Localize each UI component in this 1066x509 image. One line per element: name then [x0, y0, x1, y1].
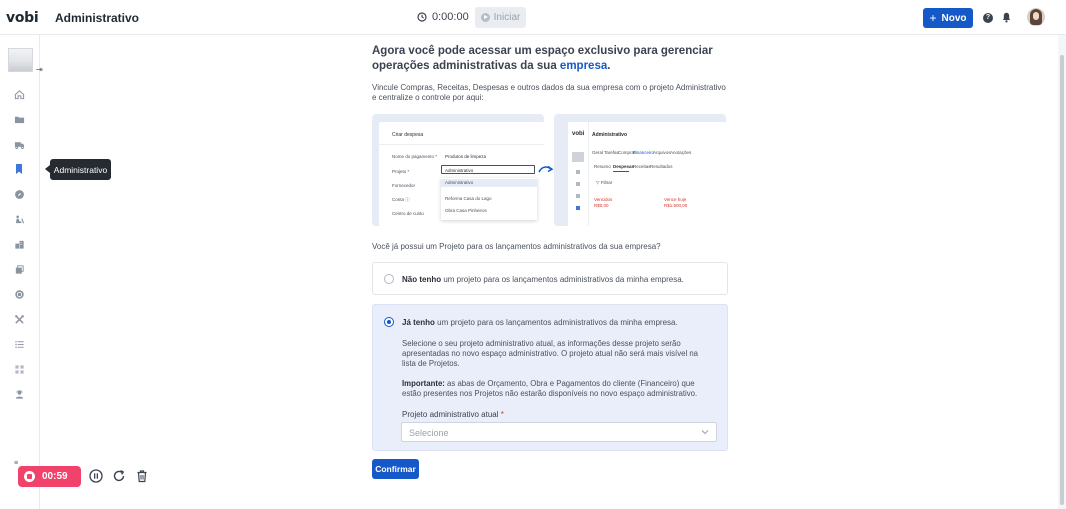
sidebar-item-explore[interactable]: [12, 187, 26, 201]
stack-icon: [14, 264, 25, 275]
start-timer-button[interactable]: [475, 7, 526, 28]
admin-project-select[interactable]: [401, 422, 717, 442]
stop-recording-button[interactable]: [18, 466, 81, 487]
tools-icon: [14, 214, 25, 225]
home-icon: [14, 89, 25, 100]
user-avatar[interactable]: [1027, 8, 1045, 26]
scrollbar-thumb[interactable]: [1060, 55, 1064, 505]
sidebar-item-support[interactable]: [12, 387, 26, 401]
sidebar-item-finance[interactable]: [12, 287, 26, 301]
radio-no-project[interactable]: [384, 274, 394, 284]
radio-has-project[interactable]: [384, 317, 394, 327]
timer-value: 0:00:00: [432, 11, 469, 23]
confirm-button[interactable]: Confirmar: [372, 459, 419, 479]
expand-sidebar-icon[interactable]: ⇥: [36, 65, 43, 74]
timer: [417, 11, 469, 23]
headline: Agora você pode acessar um espaço exclusivo para gerenciar operações administrativas da sua empresa.: [372, 45, 713, 72]
mock-dropdown: Administrativo Reforma Casa do Lago Obra Casa Pinheiros: [441, 178, 537, 220]
page-title: Administrativo: [55, 11, 140, 25]
illustration-create-expense: [372, 114, 544, 226]
trash-icon[interactable]: [135, 469, 149, 483]
chevron-down-icon: [701, 428, 709, 436]
important-note: Importante: as abas de Orçamento, Obra e Pagamentos do cliente (Financeiro) que estão presentes nos Projetos não estarão disponíveis no novo espaço administrativo.: [402, 379, 698, 398]
option-has-project-label: Já tenho um projeto para os lançamentos administrativos da minha empresa.: [402, 318, 678, 327]
new-button-label: Novo: [941, 12, 967, 24]
sidebar-item-purchases[interactable]: [12, 137, 26, 151]
intro-text: Vincule Compras, Receitas, Despesas e outros dados da sua empresa com o projeto Administrativo e centralize o controle por aqui:: [372, 83, 726, 102]
recording-time: 00:59: [42, 471, 68, 482]
mock-admin-screen: vobi Administrativo Geral Tarefas Compras Financeiro Arquivos Anotações Resumo Despesas Receitas Resultados ▽ Filtrar Vencidos R$0,00 Vence hoje R$1.500,00: [568, 122, 726, 226]
grid-icon: [14, 364, 25, 375]
sidebar: [0, 35, 43, 509]
help-icon[interactable]: ?: [983, 13, 993, 23]
option-no-project[interactable]: [372, 262, 728, 295]
sidebar-item-suppliers[interactable]: [12, 237, 26, 251]
headline-accent: empresa: [559, 60, 608, 72]
clock-icon: [417, 12, 427, 22]
top-bar: [0, 0, 1066, 35]
sidebar-item-catalog[interactable]: [12, 262, 26, 276]
illustration-admin-space: [554, 114, 726, 226]
project-question: Você já possui um Projeto para os lançamentos administrativos da sua empresa?: [372, 242, 661, 251]
plus-icon: +: [929, 11, 937, 25]
sidebar-item-tools[interactable]: [12, 312, 26, 326]
bell-icon[interactable]: [1002, 12, 1011, 23]
folder-icon: [14, 114, 25, 125]
sidebar-item-projects[interactable]: [12, 112, 26, 126]
new-button[interactable]: [923, 8, 973, 28]
sidebar-item-apps[interactable]: [12, 362, 26, 376]
sidebar-item-lists[interactable]: [12, 337, 26, 351]
drag-handle-icon[interactable]: ≡: [14, 460, 19, 467]
pause-icon[interactable]: [89, 469, 103, 483]
buildings-icon: [14, 239, 25, 250]
arrow-right-icon: [538, 164, 554, 174]
sidebar-item-administrativo[interactable]: [12, 162, 26, 176]
start-timer-label: Iniciar: [493, 12, 521, 23]
mock-expense-form: Criar despesa Nome do pagamento * Produtos de limpeza Projeto * Administrativo Fornecedor Conta ⓘ Centro de custo Administrativo Reforma Casa do Lago Obra Casa Pinheiros: [379, 122, 544, 226]
option-has-project[interactable]: [372, 304, 728, 451]
screen-recorder-widget: [14, 460, 154, 494]
sidebar-tooltip: Administrativo: [50, 159, 111, 180]
compass-icon: [14, 189, 25, 200]
company-thumbnail[interactable]: [8, 48, 33, 72]
play-icon: [481, 13, 490, 22]
stop-icon: [24, 471, 35, 482]
page-scrollbar[interactable]: [1058, 35, 1066, 509]
support-icon: [14, 389, 25, 400]
truck-icon: [14, 139, 25, 150]
coin-icon: [14, 289, 25, 300]
option-has-project-description: Selecione o seu projeto administrativo atual, as informações desse projeto serão apresentadas no novo espaço administrativo. O projeto atual não será mais visível na lista de Projetos.: [402, 339, 699, 368]
vobi-logo[interactable]: vobi: [6, 10, 39, 26]
sidebar-item-services[interactable]: [12, 212, 26, 226]
select-placeholder: Selecione: [409, 428, 449, 438]
admin-project-field-label: Projeto administrativo atual *: [402, 410, 504, 419]
main-content: [372, 44, 728, 474]
list-icon: [14, 339, 25, 350]
sidebar-item-home[interactable]: [12, 87, 26, 101]
wrench-icon: [14, 314, 25, 325]
restart-icon[interactable]: [112, 469, 126, 483]
bookmark-icon: [13, 163, 25, 175]
option-no-project-label: Não tenho um projeto para os lançamentos administrativos da minha empresa.: [402, 275, 684, 284]
